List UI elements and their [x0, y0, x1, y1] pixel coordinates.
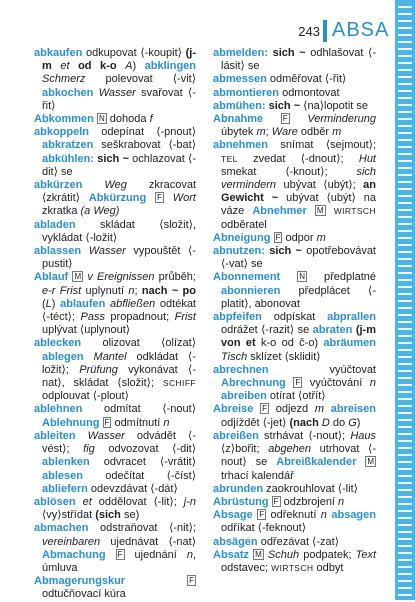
entry-definition: sich ~ opotřebovávat ⟨-vat⟩ se	[221, 245, 376, 271]
dictionary-entry	[213, 496, 376, 509]
tab-stripe	[398, 594, 412, 596]
dictionary-entry	[213, 430, 376, 483]
dictionary-entry	[213, 271, 376, 311]
entry-definition: snímat ⟨sejmout⟩; TEL zvedat ⟨-dnout⟩; Hut smekat ⟨-knout⟩; sich vermindern ubývat ⟨ubýt⟩; an Gewicht ~ ubývat ⟨ubýt⟩ na váze Abnehmer M WIRTSCH odběratel	[221, 139, 376, 231]
entry-definition: zaokrouhlovat ⟨-lit⟩	[263, 482, 358, 495]
tab-stripe	[398, 552, 412, 554]
page-header	[0, 16, 395, 42]
tab-stripe	[398, 440, 412, 442]
tab-stripe	[398, 391, 412, 393]
entry-headword: ablehnen	[34, 403, 83, 416]
dictionary-entry	[213, 87, 376, 100]
entry-definition: odměřovat ⟨-řit⟩	[266, 73, 347, 86]
dictionary-entry	[213, 364, 376, 404]
entry-headword: Abrüstung	[213, 495, 269, 508]
entry-definition: odkupovat ⟨-koupit⟩ (j-m et od k-o A) abklingen Schmerz polevovat ⟨-vit⟩ abkochen Wasser svařovat ⟨-řit⟩	[42, 47, 196, 112]
entry-headword: Abneigung	[213, 231, 271, 244]
tab-stripe	[398, 216, 412, 218]
entry-definition: strhávat ⟨-nout⟩; Haus ⟨z⟩bořit; abgehen utrhovat ⟨-nout⟩ se Abreißkalender M trhací kalendář	[221, 429, 376, 482]
tab-stripe	[398, 55, 412, 57]
entry-headword: Abonnement	[213, 271, 281, 284]
tab-stripe	[398, 146, 412, 148]
tab-stripe	[398, 251, 412, 253]
tab-stripe	[398, 454, 412, 456]
tab-stripe	[398, 83, 412, 85]
entry-definition: odpískat abprallen odrážet ⟨-razit⟩ se abraten (j-m von et k-o od č-o) abräumen Tisch sklízet ⟨sklidit⟩	[221, 311, 376, 363]
dictionary-entry	[34, 126, 196, 179]
entry-headword: Abnahme	[213, 113, 264, 126]
dictionary-entry	[213, 100, 376, 113]
dictionary-entry	[213, 403, 376, 429]
tab-stripe	[398, 377, 412, 379]
entry-definition: odmontovat	[279, 86, 340, 99]
tab-stripe	[398, 195, 412, 197]
tab-stripe	[398, 286, 412, 288]
entry-definition: olizovat ⟨olízat⟩ ablegen Mantel odkládat ⟨-ložit⟩; Prüfung vykonávat ⟨-nat⟩, skládat ⟨složit⟩; SCHIFF odplouvat ⟨-plout⟩	[42, 337, 197, 403]
dictionary-entry	[34, 575, 196, 601]
tab-stripe	[398, 300, 412, 302]
entry-headword: abkaufen	[34, 47, 83, 59]
tab-stripe	[398, 97, 412, 99]
tab-stripe	[398, 118, 412, 120]
tab-stripe	[398, 34, 412, 36]
tab-stripe	[398, 76, 412, 78]
dictionary-entry	[213, 47, 376, 73]
entry-headword: abreißen	[213, 429, 259, 442]
entry-definition: Wasser odvádět ⟨-vést⟩; fig odvozovat ⟨-dit⟩ ablenken odvracet ⟨-vrátit⟩ ablesen odečítat ⟨-číst⟩ abliefern odevzdávat ⟨-dát⟩	[42, 429, 197, 495]
entry-headword: abmühen:	[213, 99, 266, 112]
entry-headword: abmessen	[213, 73, 267, 86]
entry-headword: Abmagerungskur	[34, 575, 126, 588]
page-number: 243	[298, 24, 320, 39]
entry-headword: ablecken	[34, 337, 82, 350]
tab-stripe	[398, 580, 412, 582]
entry-definition: sich ~ odhlašovat ⟨-lásit⟩ se	[221, 47, 376, 73]
tab-stripe	[398, 538, 412, 540]
tab-stripe	[398, 6, 412, 8]
tab-stripe	[398, 321, 412, 323]
entry-headword: abladen	[34, 218, 76, 231]
dictionary-entry	[213, 73, 376, 86]
entry-definition: odřezávat ⟨-zat⟩	[257, 535, 339, 548]
tab-stripe	[398, 279, 412, 281]
entry-definition: M v Ereignissen průběh; e-r Frist uplynutí n; nach ~ po (L) ablaufen abfließen odtékat ⟨-téct⟩; Pass propadnout; Frist uplývat ⟨uplynout⟩	[42, 271, 196, 337]
entry-definition: F odtučňovací kúra	[42, 576, 194, 601]
tab-stripe	[398, 90, 412, 92]
entry-headword: abnutzen:	[213, 245, 265, 258]
tab-stripe	[398, 426, 412, 428]
tab-stripe	[398, 433, 412, 435]
right-column	[213, 47, 376, 575]
tab-stripe	[398, 587, 412, 589]
tab-stripe	[398, 475, 412, 477]
dictionary-entry	[34, 403, 196, 429]
tab-stripe	[398, 545, 412, 547]
dictionary-entry	[34, 496, 196, 522]
dictionary-entry	[213, 245, 376, 271]
dictionary-entry	[213, 232, 376, 245]
tab-stripe	[398, 524, 412, 526]
tab-stripe	[398, 496, 412, 498]
tab-stripe	[398, 342, 412, 344]
tab-stripe	[398, 384, 412, 386]
dictionary-entry	[34, 522, 196, 575]
entry-definition: M Schuh podpatek; Text odstavec; WIRTSCH odbyt	[221, 548, 377, 574]
tab-stripe	[398, 412, 412, 414]
entry-headword: Absatz	[213, 548, 250, 561]
tab-stripe	[398, 244, 412, 246]
tab-stripe	[398, 447, 412, 449]
entry-definition: odstraňovat ⟨-nit⟩; vereinbaren ujednávat ⟨-nat⟩ Abmachung F ujednání n, úmluva	[42, 522, 196, 574]
tab-stripe	[398, 531, 412, 533]
dictionary-entry	[34, 219, 196, 245]
entry-headword: abmontieren	[213, 86, 280, 99]
dictionary-entry	[213, 536, 376, 549]
tab-stripe	[398, 69, 412, 71]
entry-definition: odmítat ⟨-nout⟩ Ablehnung F odmítnutí n	[42, 403, 196, 429]
tab-stripe	[398, 27, 412, 29]
entry-headword: abpfeifen	[213, 311, 262, 324]
tab-stripe	[398, 153, 412, 155]
dictionary-entry	[213, 549, 376, 575]
dictionary-entry	[34, 245, 196, 271]
tab-stripe	[398, 405, 412, 407]
tab-stripe	[398, 461, 412, 463]
tab-stripe	[398, 132, 412, 134]
tab-stripe	[398, 468, 412, 470]
tab-stripe	[398, 258, 412, 260]
tab-stripe	[398, 167, 412, 169]
tab-stripe	[398, 419, 412, 421]
tab-stripe	[398, 265, 412, 267]
entry-definition: F odzbrojení n	[273, 495, 345, 508]
entry-headword: Abreise	[213, 403, 254, 416]
dictionary-entry	[34, 337, 196, 403]
thumb-index-tab	[395, 0, 415, 600]
tab-stripe	[398, 188, 412, 190]
entry-definition: vyúčtovat Abrechnung F vyúčtování n abreiben otírat ⟨otřít⟩	[221, 363, 376, 403]
entry-headword: Ablauf	[34, 271, 69, 284]
dictionary-entry	[213, 139, 376, 231]
tab-stripe	[398, 328, 412, 330]
dictionary-entry	[34, 430, 196, 496]
entry-definition: Wasser vypouštět ⟨-pustit⟩	[42, 245, 196, 271]
entry-headword: Abkommen	[34, 113, 94, 126]
entry-definition: et oddělovat ⟨-lit⟩; j-n ⟨vy⟩střídat (sich se)	[42, 495, 196, 522]
tab-stripe	[398, 349, 412, 351]
tab-stripe	[398, 573, 412, 575]
tab-stripe	[398, 517, 412, 519]
tab-stripe	[398, 510, 412, 512]
entry-definition: F odřeknutí n absagen odříkat ⟨-feknout⟩	[221, 509, 376, 535]
entry-headword: absägen	[213, 535, 258, 548]
entry-definition: N dohoda f	[98, 113, 153, 126]
tab-stripe	[398, 370, 412, 372]
tab-stripe	[398, 335, 412, 337]
entry-definition: F Verminderung úbytek m; Ware odběr m	[221, 113, 377, 139]
tab-stripe	[398, 293, 412, 295]
tab-stripe	[398, 160, 412, 162]
tab-stripe	[398, 202, 412, 204]
entry-headword: abkürzen	[34, 179, 83, 192]
tab-stripe	[398, 489, 412, 491]
tab-stripe	[398, 503, 412, 505]
tab-stripe	[398, 559, 412, 561]
entry-definition: Weg zkracovat ⟨zkrátit⟩ Abkürzung F Wort zkratka (a Weg)	[42, 179, 196, 218]
dictionary-entry	[213, 113, 376, 139]
entry-definition: sich ~ ⟨na⟩lopotit se	[268, 99, 369, 112]
left-column	[34, 47, 196, 602]
entry-headword: abrechnen	[213, 363, 269, 376]
tab-stripe	[398, 20, 412, 22]
entry-headword: ableiten	[34, 429, 76, 442]
entry-definition: odepínat ⟨-pnout⟩ abkratzen seškrabovat ⟨-bat⟩ abkühlen: sich ~ ochlazovat ⟨-dit⟩ se	[42, 126, 196, 178]
dictionary-entry	[34, 47, 196, 113]
tab-stripe	[398, 209, 412, 211]
tab-stripe	[398, 566, 412, 568]
entry-headword: Absage	[213, 509, 253, 522]
entry-headword: ablösen	[34, 495, 76, 508]
tab-stripe	[398, 482, 412, 484]
dictionary-entry	[34, 271, 196, 337]
header-divider	[323, 20, 327, 42]
tab-stripe	[398, 41, 412, 43]
tab-stripe	[398, 356, 412, 358]
tab-stripe	[398, 223, 412, 225]
entry-headword: abnehmen	[213, 139, 269, 152]
tab-stripe	[398, 181, 412, 183]
entry-headword: abrunden	[213, 482, 264, 495]
entry-headword: ablassen	[34, 245, 82, 258]
tab-stripe	[398, 314, 412, 316]
dictionary-entry	[213, 509, 376, 535]
entry-headword: abmachen	[34, 522, 89, 535]
tab-stripe	[398, 62, 412, 64]
entry-headword: abkoppeln	[34, 126, 90, 139]
tab-stripe	[398, 48, 412, 50]
entry-definition: F odpor m	[275, 231, 326, 244]
tab-stripe	[398, 230, 412, 232]
entry-definition: skládat ⟨složit⟩, vykládat ⟨-ložit⟩	[42, 218, 196, 244]
dictionary-entry	[213, 483, 376, 496]
tab-stripe	[398, 104, 412, 106]
entry-headword: abmelden:	[213, 47, 269, 59]
entry-definition: N předplatné abonnieren předplácet ⟨-platit⟩, abonovat	[221, 271, 376, 310]
tab-stripe	[398, 398, 412, 400]
tab-stripe	[398, 237, 412, 239]
tab-stripe	[398, 111, 412, 113]
tab-stripe	[398, 125, 412, 127]
tab-stripe	[398, 363, 412, 365]
dictionary-entry	[34, 179, 196, 219]
tab-stripe	[398, 307, 412, 309]
tab-stripe	[398, 272, 412, 274]
tab-stripe	[398, 13, 412, 15]
tab-stripe	[398, 139, 412, 141]
guide-word: ABSA	[332, 19, 390, 41]
tab-stripe	[398, 174, 412, 176]
entry-definition: F odjezd m abreisen odjíždět ⟨-jet⟩ (nach D do G)	[221, 403, 377, 429]
dictionary-entry	[213, 311, 376, 364]
dictionary-entry	[34, 113, 196, 126]
